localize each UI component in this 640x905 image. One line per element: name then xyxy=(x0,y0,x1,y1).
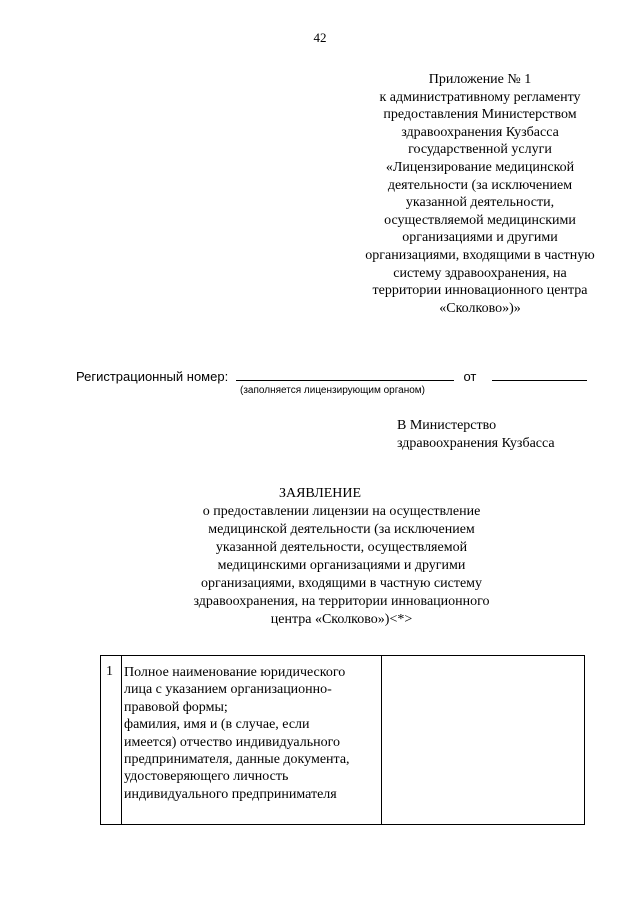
appendix-line: осуществляемой медицинскими xyxy=(384,212,576,228)
table-label-line: лица с указанием организационно- xyxy=(124,682,332,698)
statement-line: указанной деятельности, осуществляемой xyxy=(215,540,468,555)
statement-line: о предоставлении лицензии на осуществление xyxy=(202,504,481,519)
statement-line: центра «Сколково»)<*> xyxy=(270,612,413,627)
table-row-number-cell xyxy=(101,656,122,824)
table-label-line: индивидуального предпринимателя xyxy=(124,786,337,802)
recipient-line: В Министерство xyxy=(397,418,497,433)
table-label-line: имеется) отчество индивидуального xyxy=(124,734,341,750)
application-table xyxy=(100,655,585,825)
appendix-line: территории инновационного центра xyxy=(372,283,588,299)
appendix-line: организациями и другими xyxy=(402,230,558,246)
appendix-line: указанной деятельности, xyxy=(405,195,555,211)
statement-line: организациями, входящими в частную систему xyxy=(200,576,483,591)
appendix-line: организациями, входящими в частную xyxy=(365,247,595,263)
table-label-line: удостоверяющего личность xyxy=(124,769,289,785)
statement-line: здравоохранения, на территории инновационного xyxy=(193,594,490,609)
registration-row xyxy=(76,368,596,384)
appendix-line: Приложение № 1 xyxy=(428,72,532,87)
appendix-line: деятельности (за исключением xyxy=(387,177,573,193)
recipient-block xyxy=(397,417,555,453)
table-row-number: 1 xyxy=(106,664,113,679)
appendix-line: к административному регламенту xyxy=(379,89,581,105)
appendix-line: систему здравоохранения, на xyxy=(393,265,567,281)
table-label-line: предпринимателя, данные документа, xyxy=(124,752,350,768)
page-number: 42 xyxy=(313,30,327,45)
registration-from-label: от xyxy=(463,369,477,384)
registration-note: (заполняется лицензирующим органом) xyxy=(240,385,426,396)
statement-title: ЗАЯВЛЕНИЕ xyxy=(278,486,362,501)
table-label-line: Полное наименование юридического xyxy=(124,665,346,680)
appendix-line: государственной услуги xyxy=(408,142,552,158)
table-row-label xyxy=(124,664,350,803)
table-row-label-cell xyxy=(121,656,382,824)
table-label-line: правовой формы; xyxy=(124,699,228,715)
registration-label: Регистрационный номер: xyxy=(76,369,229,384)
recipient-line: здравоохранения Кузбасса xyxy=(397,436,555,451)
statement-line: медицинскими организациями и другими xyxy=(217,558,466,573)
statement-description xyxy=(0,503,640,629)
statement-line: медицинской деятельности (за исключением xyxy=(208,522,475,537)
appendix-header xyxy=(335,71,625,317)
appendix-line: «Сколково»)» xyxy=(439,300,521,316)
registration-number-field[interactable] xyxy=(236,368,454,381)
registration-date-field[interactable] xyxy=(492,368,587,381)
appendix-line: «Лицензирование медицинской xyxy=(385,159,575,175)
appendix-line: предоставления Министерством xyxy=(383,107,577,123)
table-label-line: фамилия, имя и (в случае, если xyxy=(124,717,310,733)
table-row-value-cell[interactable] xyxy=(382,656,584,824)
appendix-line: здравоохранения Кузбасса xyxy=(401,124,559,140)
